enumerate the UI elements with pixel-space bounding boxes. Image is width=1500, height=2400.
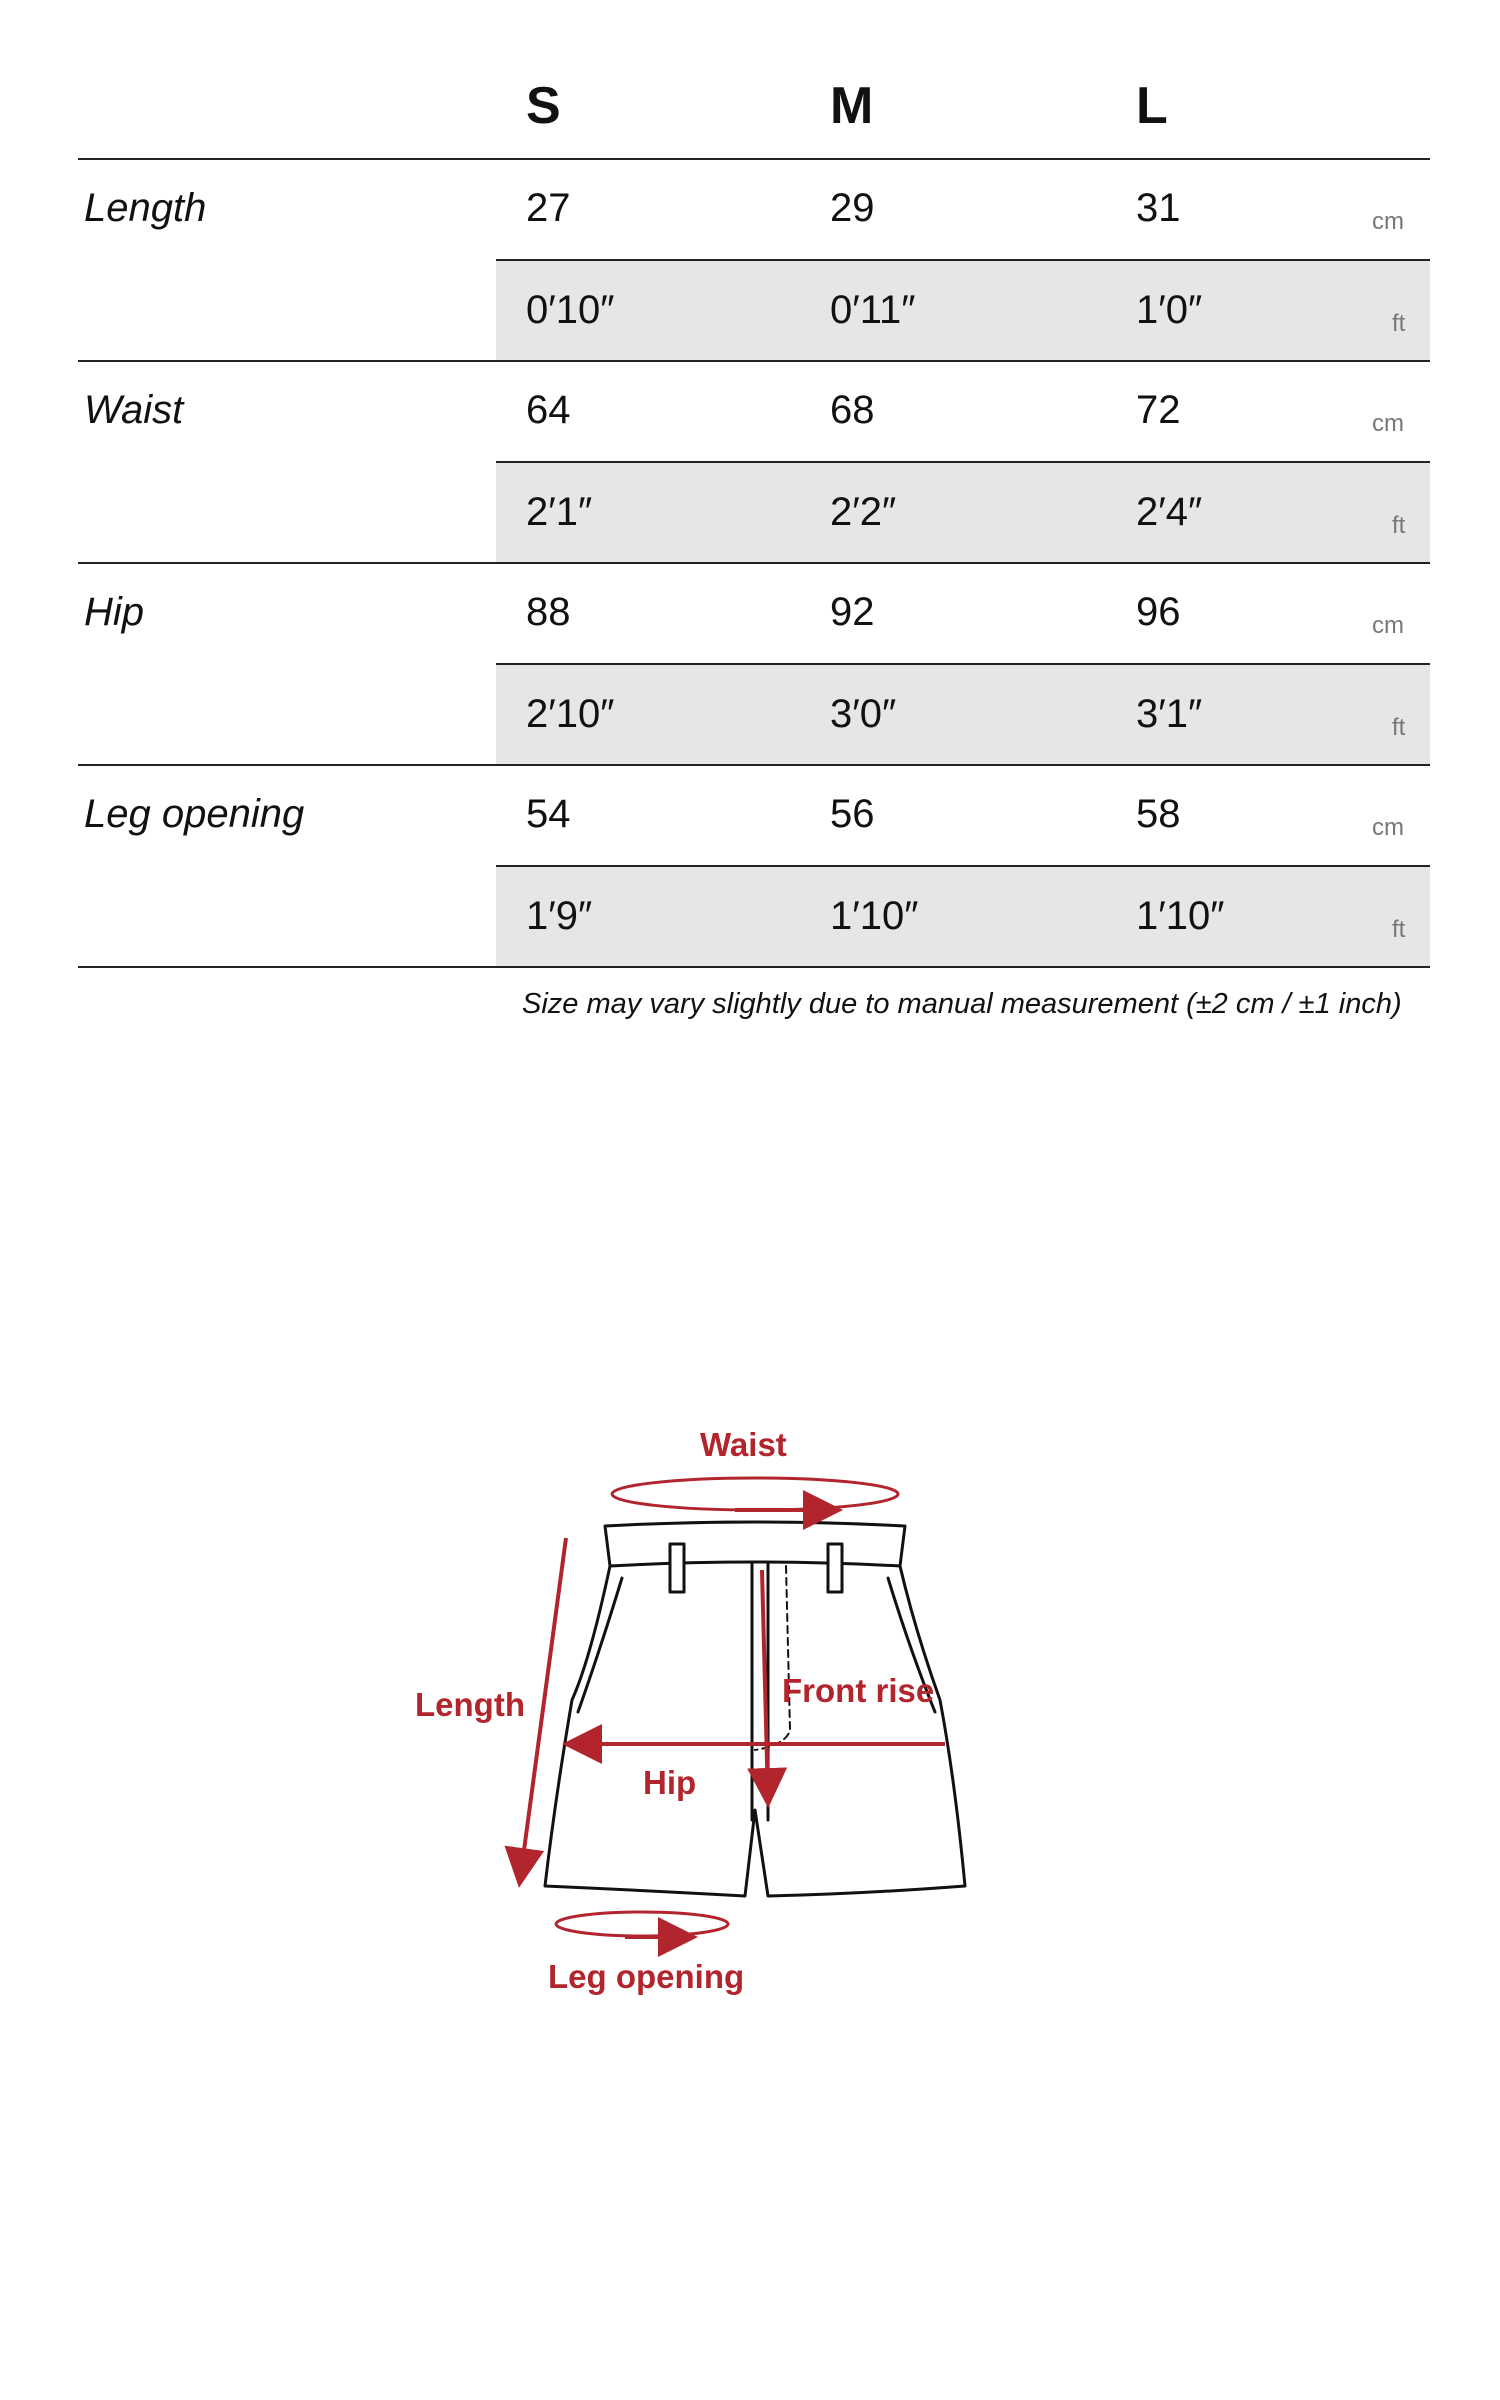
leg-opening-label: Leg opening <box>548 1958 745 1995</box>
value-cm-s: 54 <box>526 792 571 836</box>
row-divider <box>496 663 1430 665</box>
hip-label: Hip <box>643 1764 697 1801</box>
value-cm-m: 68 <box>830 388 875 432</box>
leg-opening-arrow-icon <box>556 1912 728 1937</box>
value-ft-m: 2′2″ <box>830 490 897 534</box>
value-ft-s: 1′9″ <box>526 894 593 938</box>
measurement-label: Waist <box>84 388 184 432</box>
value-cm-l: 72 <box>1136 388 1181 432</box>
ft-row-background <box>496 462 1430 562</box>
measurement-label: Leg opening <box>84 792 305 836</box>
row-divider <box>496 461 1430 463</box>
value-ft-l: 1′10″ <box>1136 894 1225 938</box>
ft-row-background <box>496 260 1430 360</box>
value-cm-s: 88 <box>526 590 571 634</box>
waist-arrow-icon <box>612 1478 898 1510</box>
shorts-measurement-diagram <box>0 1400 1500 2060</box>
value-ft-s: 2′10″ <box>526 692 615 736</box>
value-ft-m: 0′11″ <box>830 288 916 332</box>
value-ft-m: 1′10″ <box>830 894 919 938</box>
ft-row-background <box>496 664 1430 764</box>
row-divider <box>496 259 1430 261</box>
unit-ft: ft <box>1392 916 1406 943</box>
measurement-label: Length <box>84 186 207 230</box>
shorts-outline-icon <box>545 1522 965 1896</box>
value-cm-m: 56 <box>830 792 875 836</box>
value-cm-m: 92 <box>830 590 875 634</box>
value-cm-l: 58 <box>1136 792 1181 836</box>
value-cm-l: 96 <box>1136 590 1181 634</box>
row-divider <box>496 865 1430 867</box>
size-l-header: L <box>1136 77 1168 135</box>
front-rise-label: Front rise <box>782 1672 935 1709</box>
measurement-label: Hip <box>84 590 145 634</box>
table-bottom-rule <box>78 966 1430 968</box>
length-arrow-icon <box>520 1538 566 1880</box>
size-m-header: M <box>830 77 874 135</box>
value-ft-m: 3′0″ <box>830 692 897 736</box>
unit-ft: ft <box>1392 512 1406 539</box>
unit-ft: ft <box>1392 310 1406 337</box>
row-rule <box>78 562 1430 564</box>
unit-cm: cm <box>1372 410 1404 437</box>
value-ft-s: 0′10″ <box>526 288 615 332</box>
value-cm-s: 64 <box>526 388 571 432</box>
row-rule <box>78 764 1430 766</box>
length-label: Length <box>415 1686 525 1723</box>
ft-row-background <box>496 866 1430 966</box>
unit-cm: cm <box>1372 612 1404 639</box>
unit-ft: ft <box>1392 714 1406 741</box>
row-rule <box>78 360 1430 362</box>
unit-cm: cm <box>1372 208 1404 235</box>
size-s-header: S <box>526 77 561 135</box>
measurement-note: Size may vary slightly due to manual measurement (±2 cm / ±1 inch) <box>522 988 1402 1020</box>
value-cm-m: 29 <box>830 186 875 230</box>
value-cm-l: 31 <box>1136 186 1181 230</box>
unit-cm: cm <box>1372 814 1404 841</box>
value-ft-l: 1′0″ <box>1136 288 1203 332</box>
value-ft-l: 2′4″ <box>1136 490 1203 534</box>
value-ft-l: 3′1″ <box>1136 692 1203 736</box>
table-top-rule <box>78 158 1430 160</box>
value-ft-s: 2′1″ <box>526 490 593 534</box>
value-cm-s: 27 <box>526 186 571 230</box>
waist-label: Waist <box>700 1426 787 1463</box>
